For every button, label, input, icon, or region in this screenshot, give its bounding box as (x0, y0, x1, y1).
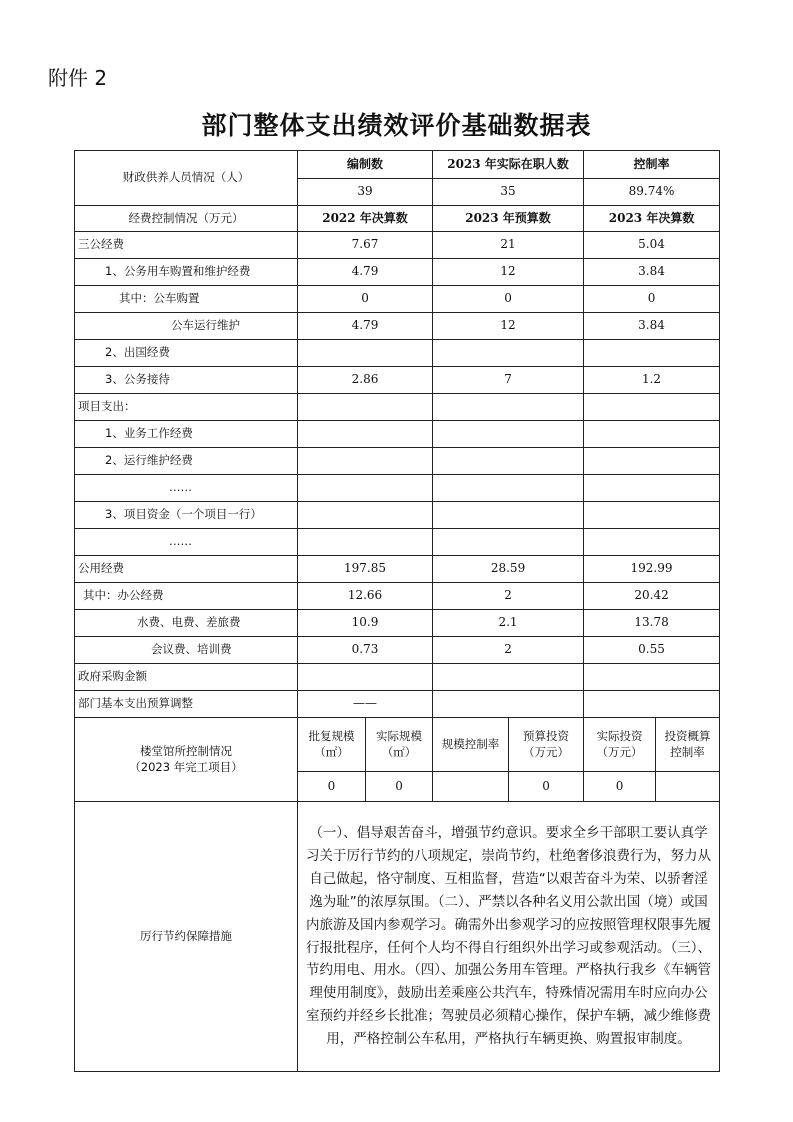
row-label: 1、业务工作经费 (75, 421, 298, 448)
row-value-2022 (298, 475, 433, 502)
row-value-2023-final (584, 475, 720, 502)
row-value-2022 (298, 448, 433, 475)
staff-value-rate: 89.74% (584, 179, 720, 206)
row-label: 公车运行维护 (75, 313, 298, 340)
row-value-2023-budget (433, 340, 584, 367)
funds-header-2023-final: 2023 年决算数 (584, 206, 720, 232)
funds-header-2022-final: 2022 年决算数 (298, 206, 433, 232)
row-value-2023-budget (433, 664, 584, 691)
building-label-line2: （2023 年完工项目） (129, 759, 243, 774)
row-value-2023-budget (433, 529, 584, 556)
row-value-2022: 0.73 (298, 637, 433, 664)
building-header-actual-scale: 实际规模（㎡） (366, 718, 433, 772)
row-value-2023-final: 0.55 (584, 637, 720, 664)
row-label: 其中：办公经费 (75, 583, 298, 610)
building-header-investment-rate: 投资概算控制率 (656, 718, 720, 772)
building-value-actual-investment: 0 (584, 772, 656, 802)
building-header-approved-scale: 批复规模（㎡） (298, 718, 366, 772)
row-value-2023-budget: 0 (433, 286, 584, 313)
performance-data-table (74, 150, 720, 1072)
row-label: 2、运行维护经费 (75, 448, 298, 475)
row-value-2023-budget (433, 394, 584, 421)
row-value-2023-final: 1.2 (584, 367, 720, 394)
row-value-2022: 12.66 (298, 583, 433, 610)
row-value-2022 (298, 502, 433, 529)
building-header-actual-investment: 实际投资（万元） (584, 718, 656, 772)
building-value-budget-investment: 0 (509, 772, 584, 802)
row-label: 水费、电费、差旅费 (75, 610, 298, 637)
staff-value-actual: 35 (433, 179, 584, 206)
row-value-2023-final: 13.78 (584, 610, 720, 637)
building-value-actual-scale: 0 (366, 772, 433, 802)
row-value-2023-final: 0 (584, 286, 720, 313)
row-value-2022: 2.86 (298, 367, 433, 394)
row-label: 三公经费 (75, 232, 298, 259)
measures-text: （一）、倡导艰苦奋斗，增强节约意识。要求全乡干部职工要认真学习关于厉行节约的八项规定，崇尚节约，杜绝奢侈浪费行为，努力从自己做起，恪守制度、互相监督，营造“以艰苦奋斗为荣、以骄奢淫逸为耻”的浓厚氛围。（二）、严禁以各种名义用公款出国（境）或国内旅游及国内参观学习。确需外出参观学习的应按照管理权限事先履行报批程序，任何个人均不得自行组织外出学习或参观活动。（三）、节约用电、用水。（四）、加强公务用车管理。严格执行我乡《车辆管理使用制度》，鼓励出差乘座公共汽车，特殊情况需用车时应向办公室预约并经乡长批准；驾驶员必须精心操作，保护车辆，减少维修费用，严格控制公车私用，严格执行车辆更换、购置报审制度。 (298, 802, 720, 1072)
row-value-2022: 4.79 (298, 259, 433, 286)
row-value-2022 (298, 664, 433, 691)
row-value-2023-final (584, 502, 720, 529)
row-value-2023-final (584, 340, 720, 367)
attachment-label: 附件 2 (48, 66, 108, 90)
row-value-2023-final (584, 394, 720, 421)
building-header-scale-rate: 规模控制率 (433, 718, 509, 772)
row-value-2023-final: 5.04 (584, 232, 720, 259)
row-label: 公用经费 (75, 556, 298, 583)
row-value-2022 (298, 421, 433, 448)
building-label-line1: 楼堂馆所控制情况 (140, 743, 232, 758)
row-value-2023-budget (433, 475, 584, 502)
building-value-investment-rate (656, 772, 720, 802)
funds-header-2023-budget: 2023 年预算数 (433, 206, 584, 232)
row-label: 会议费、培训费 (75, 637, 298, 664)
row-value-2023-final: 3.84 (584, 313, 720, 340)
row-value-2022: 10.9 (298, 610, 433, 637)
building-header-budget-investment: 预算投资（万元） (509, 718, 584, 772)
measures-label: 厉行节约保障措施 (75, 802, 298, 1072)
row-value-2022: —— (298, 691, 433, 718)
staff-value-quota: 39 (298, 179, 433, 206)
row-label: 3、公务接待 (75, 367, 298, 394)
row-value-2023-final: 20.42 (584, 583, 720, 610)
row-value-2022: 0 (298, 286, 433, 313)
row-value-2023-budget: 7 (433, 367, 584, 394)
page-title: 部门整体支出绩效评价基础数据表 (201, 111, 592, 140)
row-label: 3、项目资金（一个项目一行） (75, 502, 298, 529)
row-value-2023-budget: 12 (433, 259, 584, 286)
row-value-2023-final (584, 691, 720, 718)
row-value-2023-budget: 2 (433, 637, 584, 664)
row-label: 1、公务用车购置和维护经费 (75, 259, 298, 286)
funds-label: 经费控制情况（万元） (75, 206, 298, 232)
row-value-2023-final (584, 664, 720, 691)
row-value-2022: 197.85 (298, 556, 433, 583)
staff-label: 财政供养人员情况（人） (75, 151, 298, 206)
row-value-2022 (298, 340, 433, 367)
staff-header-rate: 控制率 (584, 151, 720, 179)
row-label: …… (75, 529, 298, 556)
row-label: 2、出国经费 (75, 340, 298, 367)
building-label (75, 718, 298, 802)
row-value-2022: 7.67 (298, 232, 433, 259)
row-value-2023-final (584, 529, 720, 556)
row-value-2023-final (584, 448, 720, 475)
row-label: …… (75, 475, 298, 502)
row-value-2022 (298, 529, 433, 556)
row-value-2023-budget: 2 (433, 583, 584, 610)
row-value-2023-budget: 2.1 (433, 610, 584, 637)
building-value-approved-scale: 0 (298, 772, 366, 802)
row-value-2022 (298, 394, 433, 421)
row-label: 项目支出： (75, 394, 298, 421)
row-value-2023-budget (433, 691, 584, 718)
building-value-scale-rate (433, 772, 509, 802)
row-value-2023-budget (433, 502, 584, 529)
row-value-2023-budget (433, 421, 584, 448)
row-label: 其中：公车购置 (75, 286, 298, 313)
staff-header-actual: 2023 年实际在职人数 (433, 151, 584, 179)
row-value-2023-final: 3.84 (584, 259, 720, 286)
row-label: 政府采购金额 (75, 664, 298, 691)
row-value-2022: 4.79 (298, 313, 433, 340)
row-value-2023-final (584, 421, 720, 448)
row-label: 部门基本支出预算调整 (75, 691, 298, 718)
row-value-2023-budget (433, 448, 584, 475)
row-value-2023-budget: 12 (433, 313, 584, 340)
staff-header-quota: 编制数 (298, 151, 433, 179)
row-value-2023-budget: 28.59 (433, 556, 584, 583)
row-value-2023-final: 192.99 (584, 556, 720, 583)
row-value-2023-budget: 21 (433, 232, 584, 259)
